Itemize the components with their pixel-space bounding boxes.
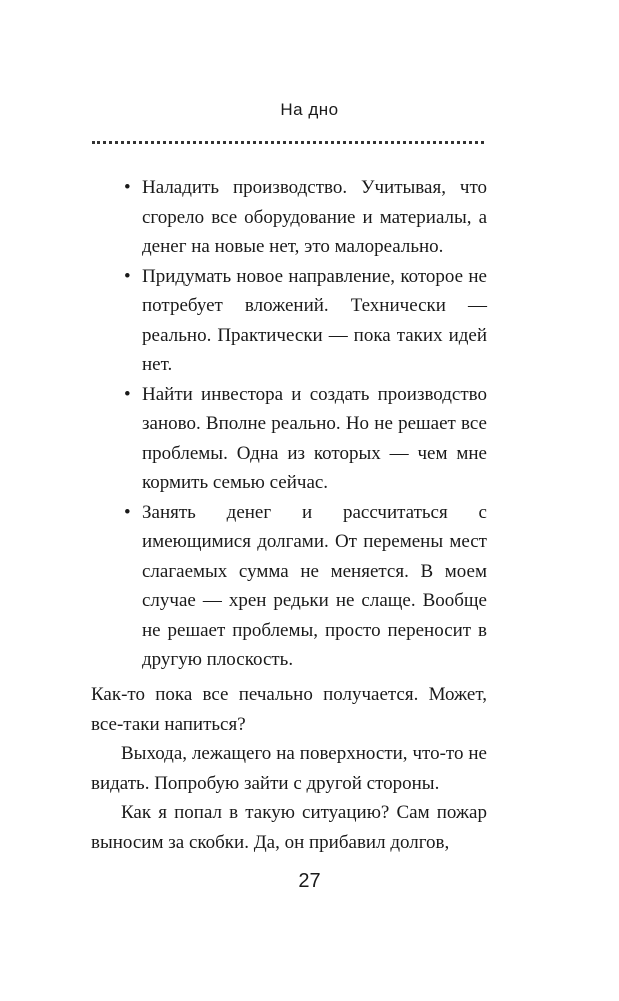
- bullet-item: [124, 173, 487, 262]
- dotted-divider: [92, 141, 484, 144]
- bullet-list: [124, 173, 487, 675]
- paragraph: Выхода, лежащего на поверхности, что-то не видать. Попробую зайти с другой стороны.: [91, 743, 487, 794]
- bullet-icon: •: [124, 177, 131, 198]
- page-number: 27: [298, 870, 321, 892]
- paragraph: Как-то пока все печально получается. Может, все-таки напиться?: [91, 684, 487, 735]
- running-head: На дно: [280, 100, 339, 119]
- bullet-icon: •: [124, 383, 131, 405]
- body-text: [91, 680, 487, 857]
- bullet-text: Наладить производство. Учитывая, что сгорело все оборудование и материалы, а денег на новые нет, это малореально.: [142, 177, 487, 257]
- bullet-text: Найти инвестора и создать производство заново. Вполне реально. Но не решает все проблемы. Одна из которых — чем мне кормить семью сейчас.: [142, 383, 487, 493]
- bullet-icon: •: [124, 501, 131, 523]
- bullet-item: [124, 380, 487, 498]
- bullet-item: [124, 262, 487, 380]
- bullet-text: Придумать новое направление, которое не потребует вложений. Технически — реально. Практически — пока таких идей нет.: [142, 265, 487, 375]
- bullet-text: Занять денег и рассчитаться с имеющимися долгами. От перемены мест слагаемых сумма не меняется. В моем случае — хрен редьки не слаще. Вообще не решает проблемы, просто переносит в другую плоскость.: [142, 501, 487, 670]
- paragraph: Как я попал в такую ситуацию? Сам пожар выносим за скобки. Да, он прибавил долгов,: [91, 802, 487, 853]
- bullet-item: [124, 498, 487, 675]
- bullet-icon: •: [124, 265, 131, 287]
